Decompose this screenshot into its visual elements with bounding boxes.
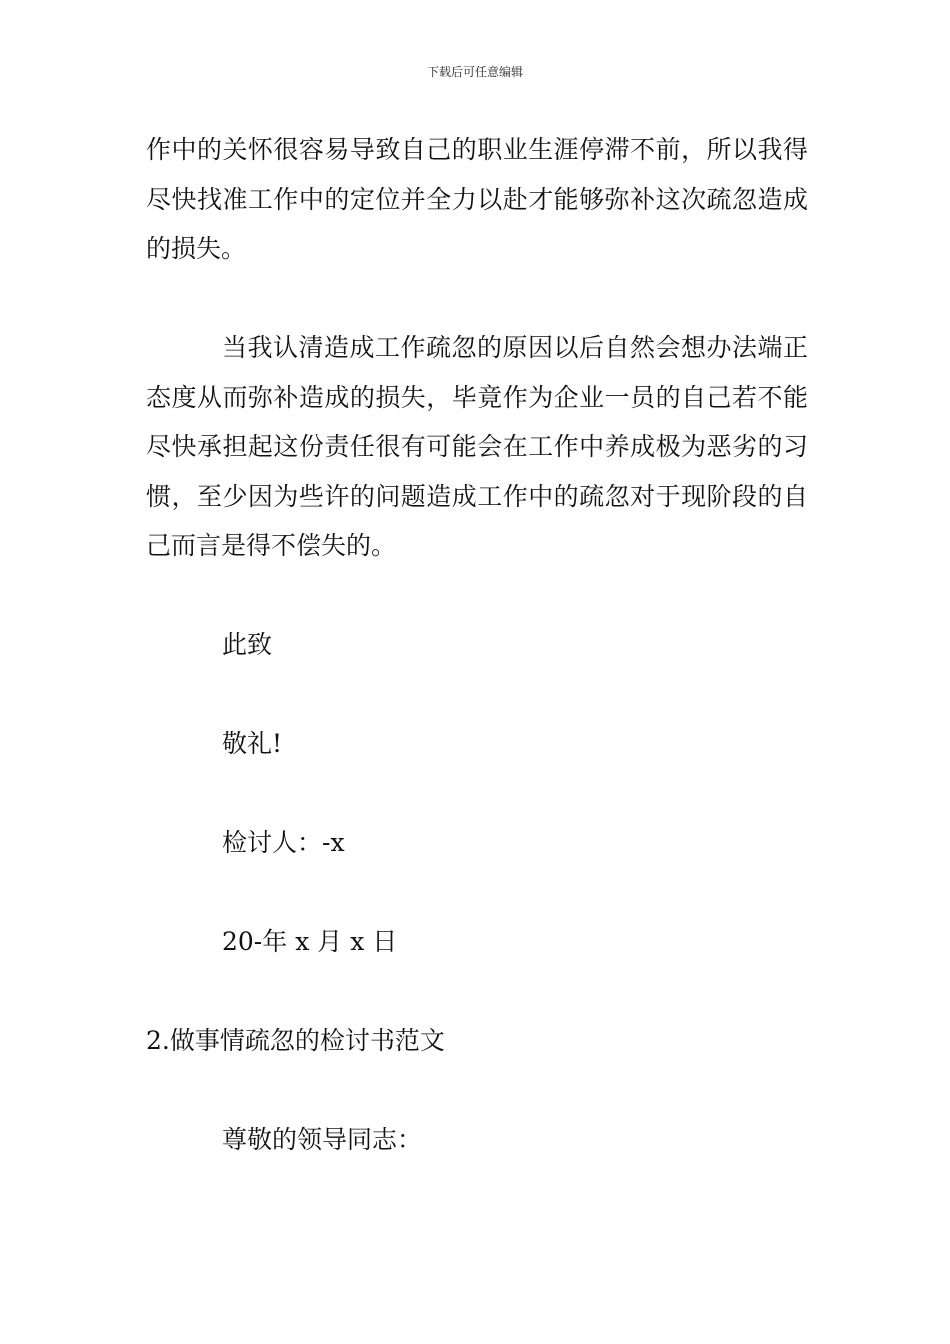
paragraph-gap (146, 868, 808, 918)
paragraph-gap (146, 670, 808, 720)
document-body (146, 125, 808, 1165)
salutation-line: 尊敬的领导同志： (222, 1125, 423, 1154)
closing-line-1: 此致 (222, 630, 273, 659)
paragraph-gap (146, 769, 808, 819)
paragraph-continuation: 作中的关怀很容易导致自己的职业生涯停滞不前，所以我得尽快找准工作中的定位并全力以赴才能够弥补这次疏忽造成的损失。 (146, 135, 808, 263)
paragraph-reflection: 当我认清造成工作疏忽的原因以后自然会想办法端正态度从而弥补造成的损失，毕竟作为企业一员的自己若不能尽快承担起这份责任很有可能会在工作中养成极为恶劣的习惯，至少因为些许的问题造成工作中的疏忽对于现阶段的自己而言是得不偿失的。 (146, 333, 808, 560)
date-line: 20-年 x 月 x 日 (222, 927, 398, 956)
paragraph-gap (146, 274, 808, 324)
paragraph-gap (146, 967, 808, 1017)
signer-line: 检讨人：-x (222, 828, 345, 857)
paragraph-gap (146, 571, 808, 621)
page-header-note: 下载后可任意编辑 (426, 65, 523, 79)
closing-line-2: 敬礼! (222, 729, 283, 758)
paragraph-gap (146, 1066, 808, 1116)
section-title: 2.做事情疏忽的检讨书范文 (146, 1026, 445, 1055)
